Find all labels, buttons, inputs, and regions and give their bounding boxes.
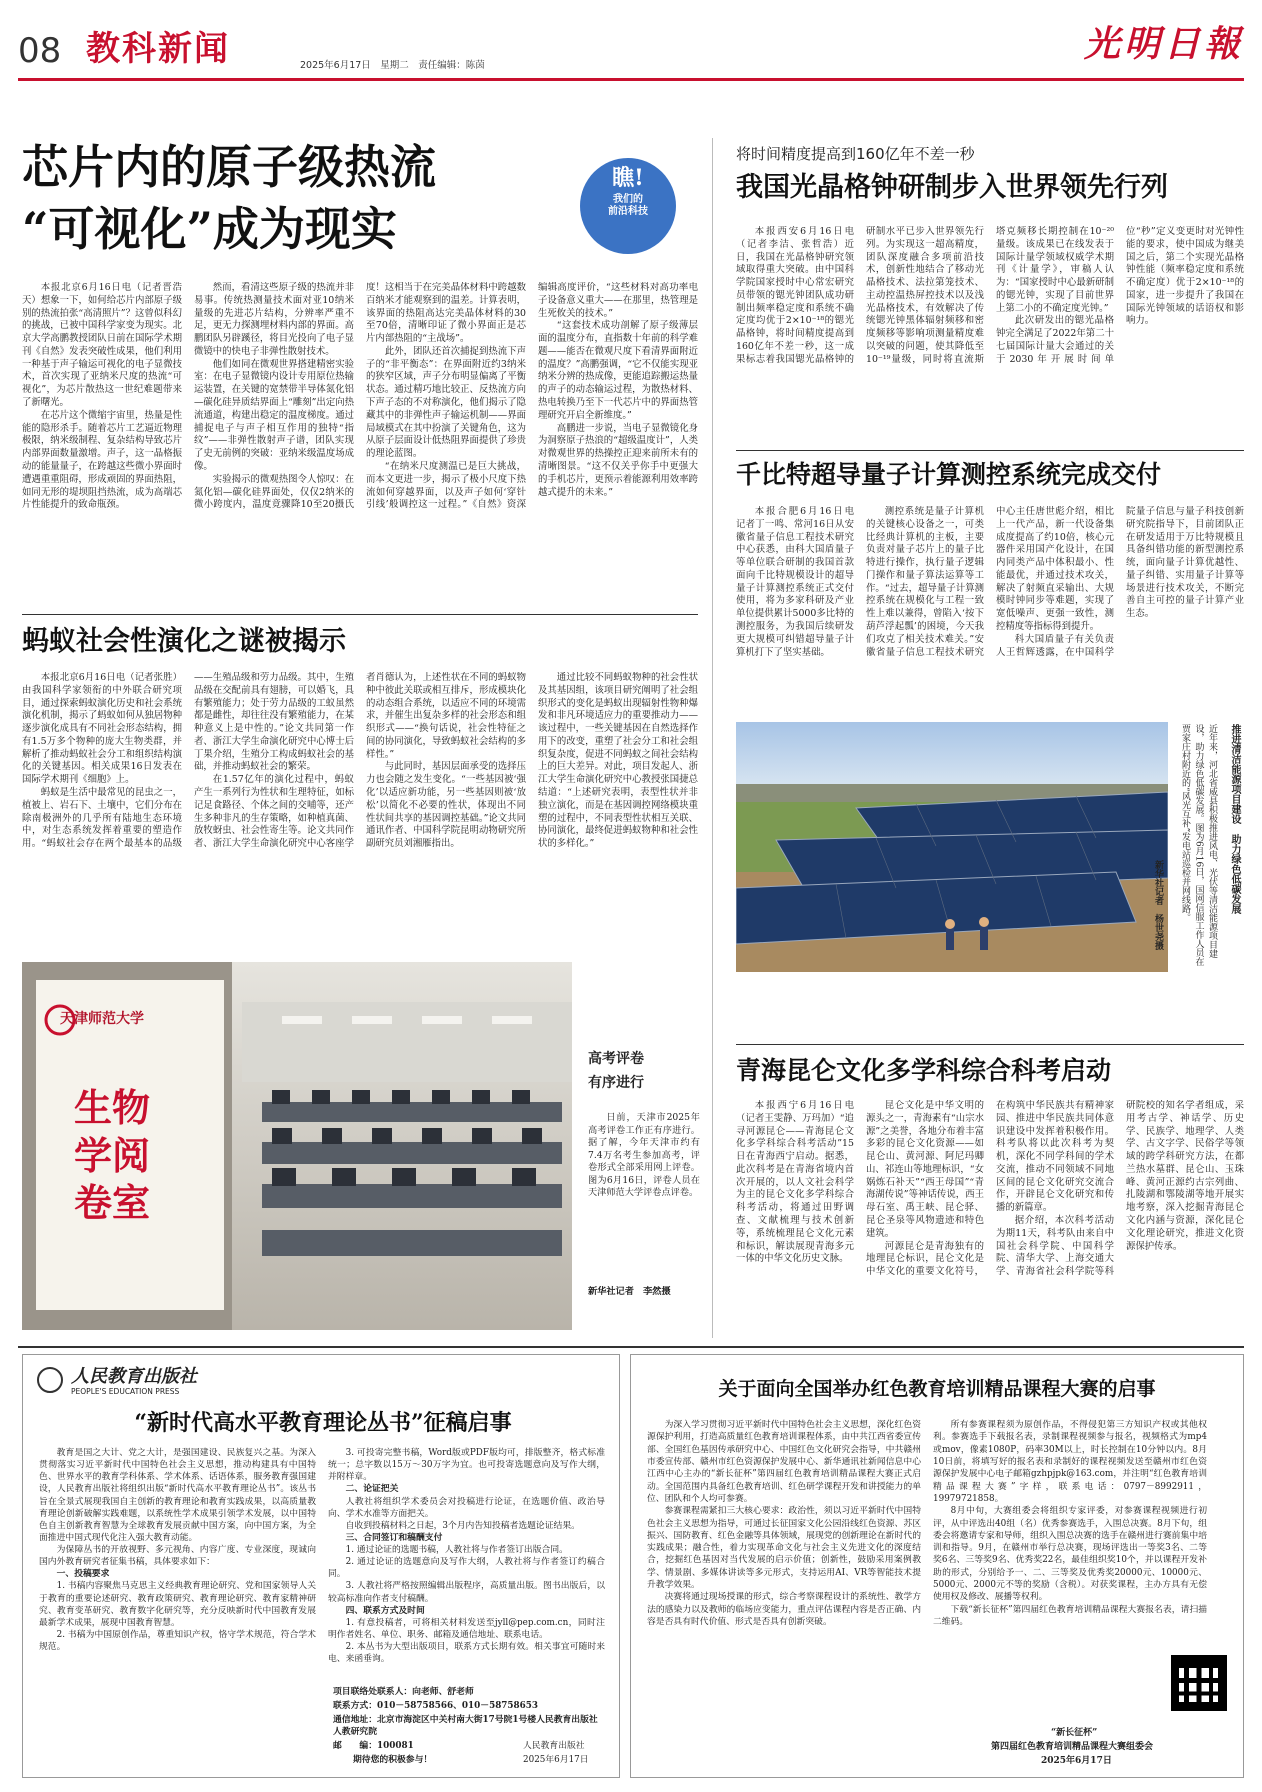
quantum-para-2: 测控系统是量子计算机的关键核心设备之一，可类比经典计算机的主板，主要负责对量子芯片上的量子比特进行操作，执行量子逻辑门操作和量子算法运算等工作。“过去，超导量子计算测控系统在规模化与工程一致性上难以兼得，曾陷入‘按下葫芦浮起瓢’的困境，今天我们攻克了相关技术难关。”安徽省量子信息工程技术研究中心主任唐世彪介绍，相比上一代产品，新一代设备集成度提高了约10倍，核心元器件采用国产化设计，在国内同类产品中体积最小、性能最优，并通过技术攻关，解决了射频直采输出、大规模时钟同步等难题，实现了宽低噪声、更强一致性，测控精度等指标得到提升。 [866,506,1114,658]
badge-sub2: 前沿科技 [608,205,648,217]
chip-article-body [22,282,698,608]
column-divider [712,138,713,1338]
chip-para-3: 然而，看清这些原子级的热流并非易事。传统热测量技术面对亚10纳米量级的先进芯片结构，分辨率严重不足，更无力探测埋材料内部的界面。高鹏团队另辟蹊径，将目光投向了电子显微镜中的快电子非弹性散射技术。 [194,282,354,357]
issue-meta: 2025年6月17日 星期二 责任编辑：陈茵 [300,60,485,71]
solar-photo [736,722,1168,972]
quantum-para-3: 科大国盾量子有关负责人王哲辉透露，在中国科学院量子信息与量子科技创新研究院指导下，目前团队正在研发适用于万比特规模且具备纠错功能的新型测控系统，面向量子计算优越性、量子纠错、实用量子计算等场景进行技术攻关，不断完善自主可控的量子计算产业生态。 [996,506,1244,658]
pep-address: 通信地址：北京市海淀区中关村南大街17号院1号楼人民教育出版社人教研究院 [333,1715,598,1737]
pep-logo-icon [37,1367,63,1393]
redcourse-ad-box [630,1354,1244,1778]
redcourse-para-6: 下载“新长征杯”第四届红色教育培训精品课程大赛报名表，请扫描二维码。 [933,1604,1207,1627]
qinghai-para-1: 本报西宁6月16日电（记者王雯静、万玛加）“追寻河源昆仑——青海昆仑文化多学科综合科考活动”15日在青海西宁启动。据悉，此次科考是在青海省境内首次开展的，以人文社会科学为主的昆仑文化多学科综合科考活动，将通过田野调查、文献梳理与技术创新等，系统梳理昆仑文化元素和标识，解读展现青海多元一体的中华文化历史文脉。 [736,1100,854,1265]
solar-credit: 新华社记者 杨世尧摄 [1153,860,1163,950]
ant-para-4: 与此同时，基因层面承受的选择压力也会随之发生变化。“一些基因被‘强化’以适应新功能，另一些基因则被‘放松’以简化不必要的性状，体现出不同性状间共享的基因调控基础。”论文共同通讯作者、中国科学院昆明动物研究所副研究员刘湘雁指出。 [366,761,526,850]
redcourse-para-4: 所有参赛课程须为原创作品，不得侵犯第三方知识产权或其他权利。参赛选手下载报名表，录制课程视频参与报名，视频格式为mp4或mov，像素1080P，码率30M以上，时长控制在10分钟以内。8月10日前，将填写好的报名表和录制好的课程视频发送至赣州市红色资源保护发展中心电子邮箱gzhpjpk@163.com，并注明“红色教育培训精品课程大赛”字样，联系电话：0797－8992911，19979721858。 [933,1420,1207,1504]
pep-para-10: 3. 人教社将严格按照编辑出版程序，高质量出版。图书出版后，以较高标准向作者支付稿酬。 [328,1581,605,1604]
pep-sign-date: 2025年6月17日 [523,1755,589,1765]
redcourse-ad-title: 关于面向全国举办红色教育培训精品课程大赛的启事 [718,1378,1156,1400]
quantum-top-rule [736,450,1244,451]
pep-para-9: 2. 通过论证的选题意向及写作大纲，人教社将与作者签订约稿合同。 [328,1557,605,1580]
pep-phone: 联系方式：010－58758566、010－58758653 [333,1701,539,1711]
clock-para-1: 本报西安6月16日电（记者李洁、张哲浩）近日，我国在光晶格钟研究领域取得重大突破。由中国科学院国家授时中心常宏研究员带领的锶光钟团队成功研制出频率稳定度和系统不确定度均优于2×10⁻¹⁸的锶光晶格钟，将时间精度提高到160亿年不差一秒，这一成果标志着我国锶光晶格钟的研制水平已步入世界领先行列。为实现这一超高精度，团队深度融合多项前沿技术，创新性地结合了移动光晶格技术、法拉第笼技术、主动控温热屏控技术以及浅光晶格技术，有效解决了传统锶光钟黑体辐射频移和密度频移等影响项测量精度难以突破的问题，使其降低至10⁻¹⁹量级，同时将直流斯塔克频移长期控制在10⁻²⁰量级。该成果已在线发表于国际计量学领域权威学术期刊《计量学》，审稿人认为：“国家授时中心最新研制的锶光钟，实现了目前世界上第二小的不确定度光钟。” [736,226,1114,365]
pep-closing: 期待您的积极参与！ [353,1755,433,1765]
signup-qr-code[interactable] [1171,1655,1227,1711]
ant-para-2: 蚂蚁是生活中最常见的昆虫之一，植被上、岩石下、土壤中，它们分布在除南极洲外的几乎所有陆地生态环境中，对生态系统发挥着重要的塑造作用。“蚂蚁社会存在两个最基本的品级——生殖品级和劳力品级。其中，生殖品级在交配前具有翅膀，可以婚飞，具有繁殖能力；处于劳力品级的工蚁虽然都是雌性，却往往没有繁殖能力，在某种意义上是中性的。”论文共同第一作者、浙江大学生命演化研究中心博士后丁果介绍，生殖分工构成蚂蚁社会的基础，并推动蚂蚁社会的繁荣。 [22,672,354,850]
pep-para-1: 教育是国之大计、党之大计，是强国建设、民族复兴之基。为深入贯彻落实习近平新时代中国特色社会主义思想，推动构建具有中国特色、世界水平的教育学科体系、学术体系、话语体系，服务教育强国建设，人民教育出版社将组织出版“新时代高水平教育理论丛书”。该丛书旨在全景式展现我国自主创新的教育理论和教育实践成果，以高质量教育理论创新破解实践难题，以系统性学术成果引领学术发展，以中国特色自主创新教育智慧为全球教育发展贡献中国方案，向中国方案，为全面推进中国式现代化注入强大教育动能。 [39,1448,316,1543]
ant-para-3: 在1.57亿年的演化过程中，蚂蚁产生一系列行为性状和生理特征，如标记足食路径、个体之间的交哺等，还产生多种非凡的生存策略，如种植真菌、放牧蚜虫、社会性寄生等。论文共同作者、浙江大学生命演化研究中心客座学者肖德认为，上述性状在不同的蚂蚁物种中彼此关联或相互排斥，形成模块化的动态组合系统，以适应不同的环境需求，并催生出复杂多样的社会形态和组织形式——“换句话说，社会性特征之间的协同演化，导致蚂蚁社会结构的多样性。” [194,672,526,850]
pep-h1: 一、投稿要求 [56,1569,110,1580]
quantum-title: 千比特超导量子计算测控系统完成交付 [736,460,1162,489]
ant-para-5: 通过比较不同蚂蚁物种的社会性状及其基因组，该项目研究阐明了社会组织形式的变化是蚂蚁出现辐射性物种爆发和非凡环境适应力的重要推动力——该过程中，一些关键基因在自然选择作用下的改变，重塑了社会分工和社会组织复杂度，促进不同蚂蚁之间社会结构上的巨大差异。对此，项目发起人、浙江大学生命演化研究中心教授张国捷总结道：“上述研究表明，表型性状并非独立演化，而是在基因调控网络模块重塑的过程中，不同表型性状相互关联、协同演化，最终促进蚂蚁物种和社会性状的多样化。” [538,672,698,850]
frontier-tech-badge [580,158,676,254]
redcourse-sign-date: 2025年6月17日 [1041,1756,1112,1766]
chip-para-9: 高鹏进一步说，当电子显微镜化身为洞察原子热浪的“超级温度计”，人类对微观世界的热操控正迎来前所未有的清晰图景。“这不仅关乎你手中更强大的手机芯片，更预示着能源利用效率跨越式提升的未来。” [538,422,698,498]
redcourse-para-3: 决赛将通过现场授课的形式，综合考察课程设计的系统性、教学方法的感染力以及教师的临场应变能力，重点评估课程内容是否正确、内容是否具有时代价值、形式是否具有创新突破。 [647,1592,921,1627]
header-rule [18,78,1244,81]
pep-ad-box [22,1354,620,1778]
chip-para-7: “在纳米尺度测温已是巨大挑战，而本文更进一步，揭示了极小尺度下热流如何穿越界面，以及声子如何‘穿针引线’般调控这一过程。”《自然》资深编辑高度评价，“这些材料对高功率电子设备意义重大——在那里，热管理是生死攸关的技术。” [366,282,698,511]
chip-para-1: 本报北京6月16日电（记者晋浩天）想象一下，如何给芯片内部原子级别的热流拍张“高清照片”？这曾似科幻的挑战，已被中国科学家变为现实。北京大学高鹏教授团队日前在国际学术期刊《自然》发表突破性成果，他们利用一种基于声子输运可视化的电子显微技术，首次实现了亚纳米尺度的热流“可视化”，为芯片散热这一世纪难题带来了新曙光。 [22,282,182,409]
ant-para-1: 本报北京6月16日电（记者张胜）由我国科学家领衔的中外联合研究项目，通过探索蚂蚁演化历史和社会系统演化机制，揭示了蚂蚁如何从独居物种逐步演化成具有不同社会形态结构，拥有1.5万多个物种的庞大生物类群，并解析了推动蚂蚁社会分工和组织结构演化的关键基因。相关成果16日发表在国际学术期刊《细胞》上。 [22,672,182,786]
pep-postcode: 邮 编：100081 [333,1741,414,1751]
solar-caption-title: 推进清洁能源项目建设 助力绿色低碳发展 [1229,724,1240,914]
clock-subtitle: 将时间精度提高到160亿年不差一秒 [736,145,975,163]
pep-para-8: 1. 通过论证的选题书稿，人教社将与作者签订出版合同。 [345,1545,568,1555]
ant-top-rule [22,614,698,615]
redcourse-para-5: 8月中旬，大赛组委会将组织专家评委，对参赛课程视频进行初评，从中评选出40组（名）优秀参赛选手，入围总决赛。8月下旬，组委会将邀请专家和导师，组织入围总决赛的选手在赣州进行赛前集中培训和指导。9月，在赣州市举行总决赛，现场评选出一等奖3名、二等奖6名、三等奖9名、优秀奖22名，最佳组织奖10个，并以课程开发补助的形式，分别给予一、二、三等奖及优秀奖20000元、10000元、5000元、2000元不等的奖励（含税）。对获奖课程，主办方具有无偿使用权及修改、展播等权利。 [933,1506,1207,1603]
badge-main: 瞧! [612,165,644,191]
chip-para-2: 在芯片这个微缩宇宙里，热量是性能的隐形杀手。随着芯片工艺逼近物理极限，纳米级制程、复杂结构导致芯片内部界面数量激增。声子，这一晶格振动的能量量子，在跨越这些微小界面时遭遇重重阻碍，形成顽固的界面热阻，如同无形的堤坝阻挡热流，成为高端芯片性能提升的致命瓶颈。 [22,409,182,511]
pep-para-5: 3. 可投寄完整书稿，Word版或PDF版均可，排版整齐，格式标准统一；总字数以15万～30万字为宜。也可投寄选题意向及写作大纲，并附样章。 [328,1448,605,1483]
pep-ad-title: “新时代高水平教育理论丛书”征稿启事 [134,1410,512,1436]
exam-sign-school: 天津师范大学 [60,1011,144,1027]
exam-headline-2: 有序进行 [588,1075,644,1091]
ant-title: 蚂蚁社会性演化之谜被揭示 [22,626,346,657]
ads-top-rule [18,1346,1244,1348]
chip-para-6: 此外，团队还首次捕捉到热流下声子的“非平衡态”：在界面附近约3纳米的狭窄区域，声子分布明显偏离了平衡状态。通过精巧地比较正、反热流方向下声子态的不对称演化，他们揭示了隐藏其中的非弹性声子输运机制——界面局域模式在其中扮演了关键角色，这为从原子层面设计低热阻界面提供了珍贵的理论蓝图。 [366,345,526,460]
section-title: 教科新闻 [86,29,230,69]
pep-h2: 二、论证把关 [345,1484,399,1495]
redcourse-para-2: 参赛课程需紧扣三大核心要求：政治性，须以习近平新时代中国特色社会主义思想为指导，可通过长征国家文化公园沿线红色资源、苏区振兴、国防教育、红色金融等具体领域，展现党的创新理论在新时代的实践成果；融合性，着力实现革命文化与社会主义先进文化的深度结合，挖掘红色基因对当代发展的启示价值；创新性，鼓励采用案例教学、情景剧、多媒体讲读等多元形式，支持运用AI、VR等智能技术提升教学效果。 [647,1506,921,1591]
pep-publisher-cn: 人民教育出版社 [71,1366,197,1387]
exam-headline-1: 高考评卷 [588,1051,644,1067]
clock-para-2: 此次研发出的锶光晶格钟完全满足了2022年第二十七届国际计量大会通过的关于2030年开展时间单位“秒”定义变更时对光钟性能的要求，使中国成为继美国之后，第二个实现光晶格钟性能（频率稳定度和系统不确定度）优于2×10⁻¹⁸的国家，进一步提升了我国在国际光钟领域的话语权和影响力。 [996,226,1244,365]
pep-contact: 项目联络处联系人：向老师、舒老师 [333,1687,474,1697]
qinghai-title: 青海昆仑文化多学科综合科考启动 [736,1056,1112,1085]
pep-para-7: 自收到投稿材料之日起，3个月内告知投稿者选题论证结果。 [345,1520,580,1531]
pep-para-3: 1. 书稿内容聚焦马克思主义经典教育理论研究、党和国家领导人关于教育的重要论述研究、教育政策研究、教育理论研究、教育家精神研究、教育变革研究、教育数字化研究等，充分反映新时代中国教育发展最新学术成果，展现中国教育智慧。 [39,1581,316,1628]
newspaper-logo: 光明日報 [1083,23,1244,65]
exam-sign-room: 生物学阅卷室 [74,1085,151,1225]
pep-publisher-en: PEOPLE'S EDUCATION PRESS [71,1387,180,1396]
pep-para-11: 1. 有意投稿者，可将相关材料发送至jyll@pep.com.cn，同时注明作者姓名、单位、职务、邮箱及通信地址、联系电话。 [328,1617,605,1640]
pep-para-2: 为保障丛书的开放视野、多元视角、内容广度、专业深度，现诚向国内外教育研究者征集书稿，具体要求如下： [39,1545,316,1568]
chip-title-line1: 芯片内的原子级热流 [22,140,436,194]
chip-para-8: “这套技术成功剖解了原子级薄层面的温度分布，直指数十年前的科学难题——能否在微观尺度下看清界面附近的温度？”高鹏强调，“它不仅能实现亚纳米分辨的热成像，更能追踪搬运热量的声子的动态输运过程，为散热材料、热电转换乃至下一代芯片中的界面热管理研究开启全新维度。” [538,320,698,421]
redcourse-sign-cup: “新长征杯” [1051,1728,1098,1738]
exam-credit: 新华社记者 李然摄 [588,1286,671,1297]
pep-ad-body [39,1447,605,1677]
chip-title-line2: “可视化”成为现实 [22,202,397,256]
exam-caption: 日前，天津市2025年高考评卷工作正有序进行。据了解，今年天津市约有7.4万名考生参加高考，评卷形式全部采用网上评卷。图为6月16日，评卷人员在天津师范大学评卷点评卷。 [588,1112,700,1199]
qinghai-top-rule [736,1044,1244,1045]
qinghai-para-2: 昆仑文化是中华文明的源头之一，青海素有“山宗水源”之美誉，各地分布着丰富多彩的昆仑文化资源——如昆仑山、黄河源、阿尼玛卿山、祁连山等地理标识，“女娲炼石补天”“西王母国”“青海湖传说”等神话传说，西王母石室、禹王峡、昆仑驿、昆仑圣泉等风物遗迹和特色建筑。 [866,1100,984,1239]
pep-para-6: 人教社将组织学术委员会对投稿进行论证，在选题价值、政治导向、学术水准等方面把关。 [328,1496,605,1519]
solar-caption: 近年来，河北省威县积极推进风电、光伏等清洁能源项目建设，助力绿色低碳发展。图为6月16日，国网信服工作人员在贾家庄村附近的“风光互补”发电站巡检并网线路。 [1180,724,1217,967]
qinghai-para-3: 河源昆仑是青海独有的地理昆仑标识，昆仑文化是中华文化的重要文化符号，在构筑中华民族共有精神家园、推进中华民族共同体意识建设中发挥着积极作用。科考队将以此次科考为契机，深化不同学科间的学术交流，推动不同领域不同地区间的昆仑文化研究交流合作，开辟昆仑文化研究和传播的新篇章。 [866,1100,1114,1278]
pep-sign-org: 人民教育出版社 [523,1741,585,1751]
clock-article-body [736,226,1244,444]
chip-para-5: 实验揭示的微观热图令人惊叹：在氮化铝—碳化硅界面处，仅仅2纳米的微小跨度内，温度竟骤降10至20摄氏度！这相当于在完美晶体材料中跨越数百纳米才能观察到的温差。计算表明，该界面的热阻高达完美晶体材料的30至70倍，清晰印证了微小界面正是芯片内部热阻的“主战场”。 [194,282,526,511]
chip-para-4: 他们如同在微观世界搭建精密实验室：在电子显微镜内设计专用原位热输运装置，在关键的宽禁带半导体氮化铝—碳化硅异质结界面上“雕刻”出定向热流通道，构建出稳定的温度梯度。通过捕捉电子与声子相互作用的独特“指纹”——非弹性散射声子谱，团队实现了史无前例的突破：亚纳米级温度场成像。 [194,358,354,472]
quantum-para-1: 本报合肥6月16日电 记者丁一鸣、常河16日从安徽省量子信息工程技术研究中心获悉，由科大国盾量子等单位联合研制的我国首款面向千比特规模设计的超导量子计算测控系统正式交付使用，将为多家科研及产业单位提供累计5000多比特的测控服务，为我国后续研发更大规模可纠错超导量子计算机打下了坚实基础。 [736,506,864,658]
qinghai-article-body [736,1100,1244,1326]
clock-title: 我国光晶格钟研制步入世界领先行列 [736,172,1168,203]
pep-h4: 四、联系方式及时间 [345,1605,425,1616]
pep-para-12: 2. 本丛书为大型出版项目，联系方式长期有效。相关事宜可随时来电、来函垂询。 [328,1642,605,1665]
page-number: 08 [18,31,62,71]
badge-sub1: 我们的 [613,193,643,205]
redcourse-para-1: 为深入学习贯彻习近平新时代中国特色社会主义思想，深化红色资源保护利用，打造高质量红色教育培训课程体系，由中共江西省委宣传部、全国红色基因传承研究中心、中国红色文化研究会指导，中共赣州市委宣传部、赣州市红色资源保护发展中心、新华通讯社新闻信息中心江西中心主办的“新长征杯”第四届红色教育培训精品课程大赛正式启动。全国范围内具备红色教育培训、红色研学课程开发和讲授能力的单位、团队和个人均可参赛。 [647,1420,921,1504]
redcourse-sign-org: 第四届红色教育培训精品课程大赛组委会 [991,1742,1154,1752]
qinghai-para-4: 据介绍，本次科考活动为期11天，科考队由来自中国社会科学院、中国科学院、清华大学、上海交通大学、青海省社会科学院等科研院校的知名学者组成，采用考古学、神话学、历史学、民族学、地理学、人类学、古文字学、民俗学等领域的跨学科研究方法，在都兰热水墓群、昆仑山、玉珠峰、黄河正源约古宗列曲、扎陵湖和鄂陵湖等地开展实地考察，深入挖掘青海昆仑文化内涵与资源，深化昆仑文化理论研究，推进文化资源保护传承。 [996,1100,1244,1278]
pep-para-4: 2. 书稿为中国原创作品，尊重知识产权，恪守学术规范，符合学术规范。 [39,1629,316,1652]
solar-farm-image [736,722,1168,972]
pep-h3: 三、合同签订和稿酬支付 [345,1532,443,1543]
quantum-article-body [736,506,1244,712]
redcourse-ad-body [647,1419,1207,1719]
ant-article-body [22,672,698,956]
